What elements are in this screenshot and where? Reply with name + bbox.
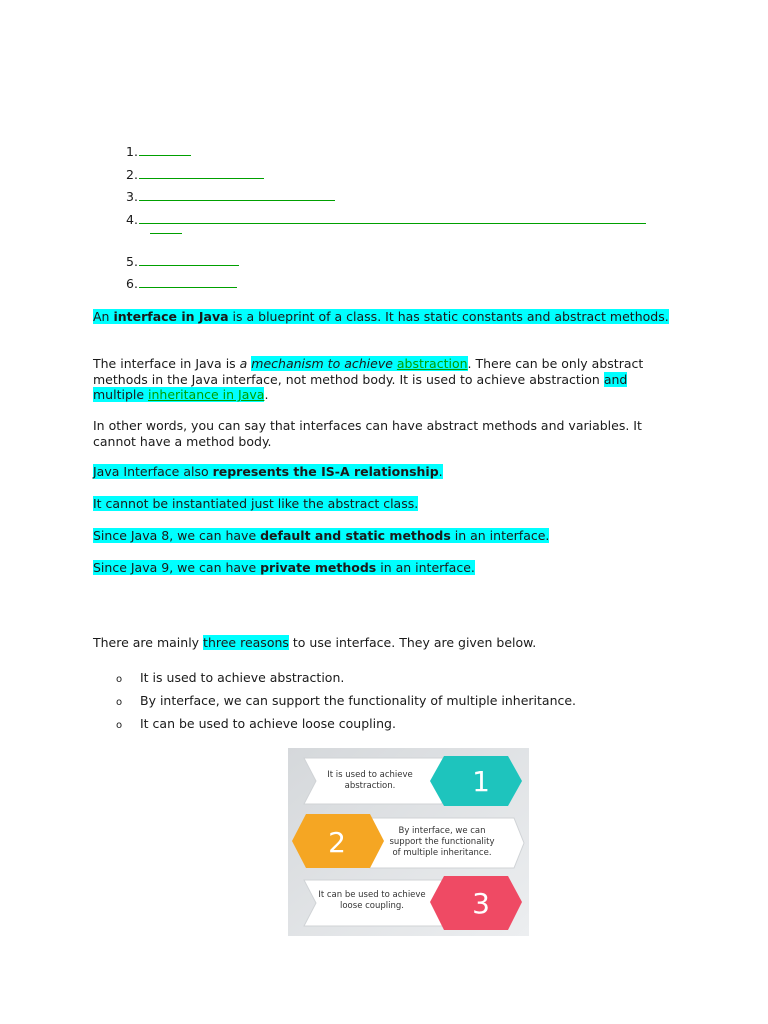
- row-1-text-line1: It is used to achieve: [327, 770, 413, 780]
- paragraph-other-words: [93, 418, 678, 449]
- inheritance-in-java-link[interactable]: inheritance in Java: [148, 387, 265, 403]
- highlight-text: and multiple: [93, 371, 628, 403]
- paragraph-is-a: [93, 464, 678, 480]
- text: Java Interface also: [93, 464, 213, 479]
- infographic-row-1: [304, 756, 522, 806]
- list-item: [126, 211, 646, 253]
- text: . There can be only abstract methods in the Java interface, not method body. It is used to achieve abstraction: [93, 356, 644, 387]
- text: to use interface. They are given below.: [288, 635, 537, 650]
- text: in an interface.: [450, 528, 550, 543]
- list-item: [126, 253, 646, 276]
- text: The interface in Java is: [93, 356, 240, 371]
- list-number: 1.: [126, 144, 138, 159]
- row-1-number: 1: [472, 765, 490, 798]
- text: An: [93, 309, 114, 324]
- infographic-graphic: [288, 748, 529, 936]
- paragraph-mechanism: [93, 356, 678, 403]
- text: Since Java 8, we can have: [93, 528, 261, 543]
- bullet-text: It can be used to achieve loose coupling.: [140, 716, 396, 731]
- list-link-line[interactable]: [139, 275, 237, 288]
- abstraction-link[interactable]: abstraction: [396, 356, 468, 371]
- infographic-row-3: [304, 876, 522, 930]
- row-1-text-line2: abstraction.: [344, 781, 396, 791]
- italic-highlight-text: mechanism to achieve: [251, 356, 397, 371]
- list-link-line[interactable]: [139, 166, 264, 179]
- bullet-marker: o: [116, 697, 123, 708]
- paragraph-definition: [93, 309, 678, 325]
- list-number: 4.: [126, 211, 138, 227]
- paragraph-three-reasons: [93, 635, 678, 651]
- list-link-line[interactable]: [139, 253, 239, 266]
- italic-text: a: [239, 356, 252, 371]
- bold-text: private methods: [260, 560, 377, 575]
- list-link-line-continued[interactable]: [150, 233, 182, 234]
- list-item: [126, 275, 646, 298]
- numbered-link-list: [126, 143, 646, 298]
- text: It cannot be instantiated just like the abstract class.: [93, 496, 419, 511]
- reasons-infographic: [288, 748, 529, 936]
- list-item: [126, 188, 646, 211]
- text: is a blueprint of a class. It has static constants and abstract methods.: [228, 309, 669, 324]
- list-number: 2.: [126, 166, 138, 182]
- list-number: 3.: [126, 189, 138, 204]
- text: .: [438, 464, 443, 479]
- reasons-bullet-list: [116, 670, 576, 739]
- text: Since Java 9, we can have: [93, 560, 261, 575]
- paragraph-instantiate: [93, 496, 678, 512]
- bold-text: interface in Java: [113, 309, 229, 324]
- row-2-text-line3: of multiple inheritance.: [392, 848, 492, 858]
- text: in an interface.: [376, 560, 475, 575]
- list-item: [116, 716, 576, 739]
- text: In other words, you can say that interfaces can have abstract methods and variables. It cannot have a method body.: [93, 418, 642, 449]
- list-number: 6.: [126, 276, 138, 291]
- list-link-line[interactable]: [139, 188, 335, 201]
- paragraph-java8: [93, 528, 678, 544]
- row-3-number: 3: [472, 887, 490, 920]
- infographic-row-2: [292, 814, 524, 868]
- bullet-text: By interface, we can support the functionality of multiple inheritance.: [140, 693, 577, 708]
- list-item: [116, 693, 576, 716]
- list-link-line[interactable]: [139, 143, 191, 156]
- bullet-marker: o: [116, 674, 123, 685]
- list-link-line[interactable]: [139, 211, 646, 224]
- paragraph-java9: [93, 560, 678, 576]
- row-2-number: 2: [328, 826, 346, 859]
- bullet-text: It is used to achieve abstraction.: [140, 670, 345, 685]
- text: .: [264, 387, 269, 403]
- bold-text: represents the IS-A relationship: [212, 464, 439, 479]
- highlight-text: three reasons: [203, 635, 289, 650]
- bullet-marker: o: [116, 720, 123, 731]
- row-3-text-line2: loose coupling.: [340, 901, 404, 911]
- list-item: [126, 143, 646, 166]
- list-item: [116, 670, 576, 693]
- row-3-text-line1: It can be used to achieve: [318, 890, 426, 900]
- bold-text: default and static methods: [260, 528, 451, 543]
- list-number: 5.: [126, 253, 138, 269]
- list-item: [126, 166, 646, 189]
- row-2-text-line1: By interface, we can: [398, 826, 486, 836]
- text: There are mainly: [93, 635, 204, 650]
- row-2-text-line2: support the functionality: [389, 837, 495, 847]
